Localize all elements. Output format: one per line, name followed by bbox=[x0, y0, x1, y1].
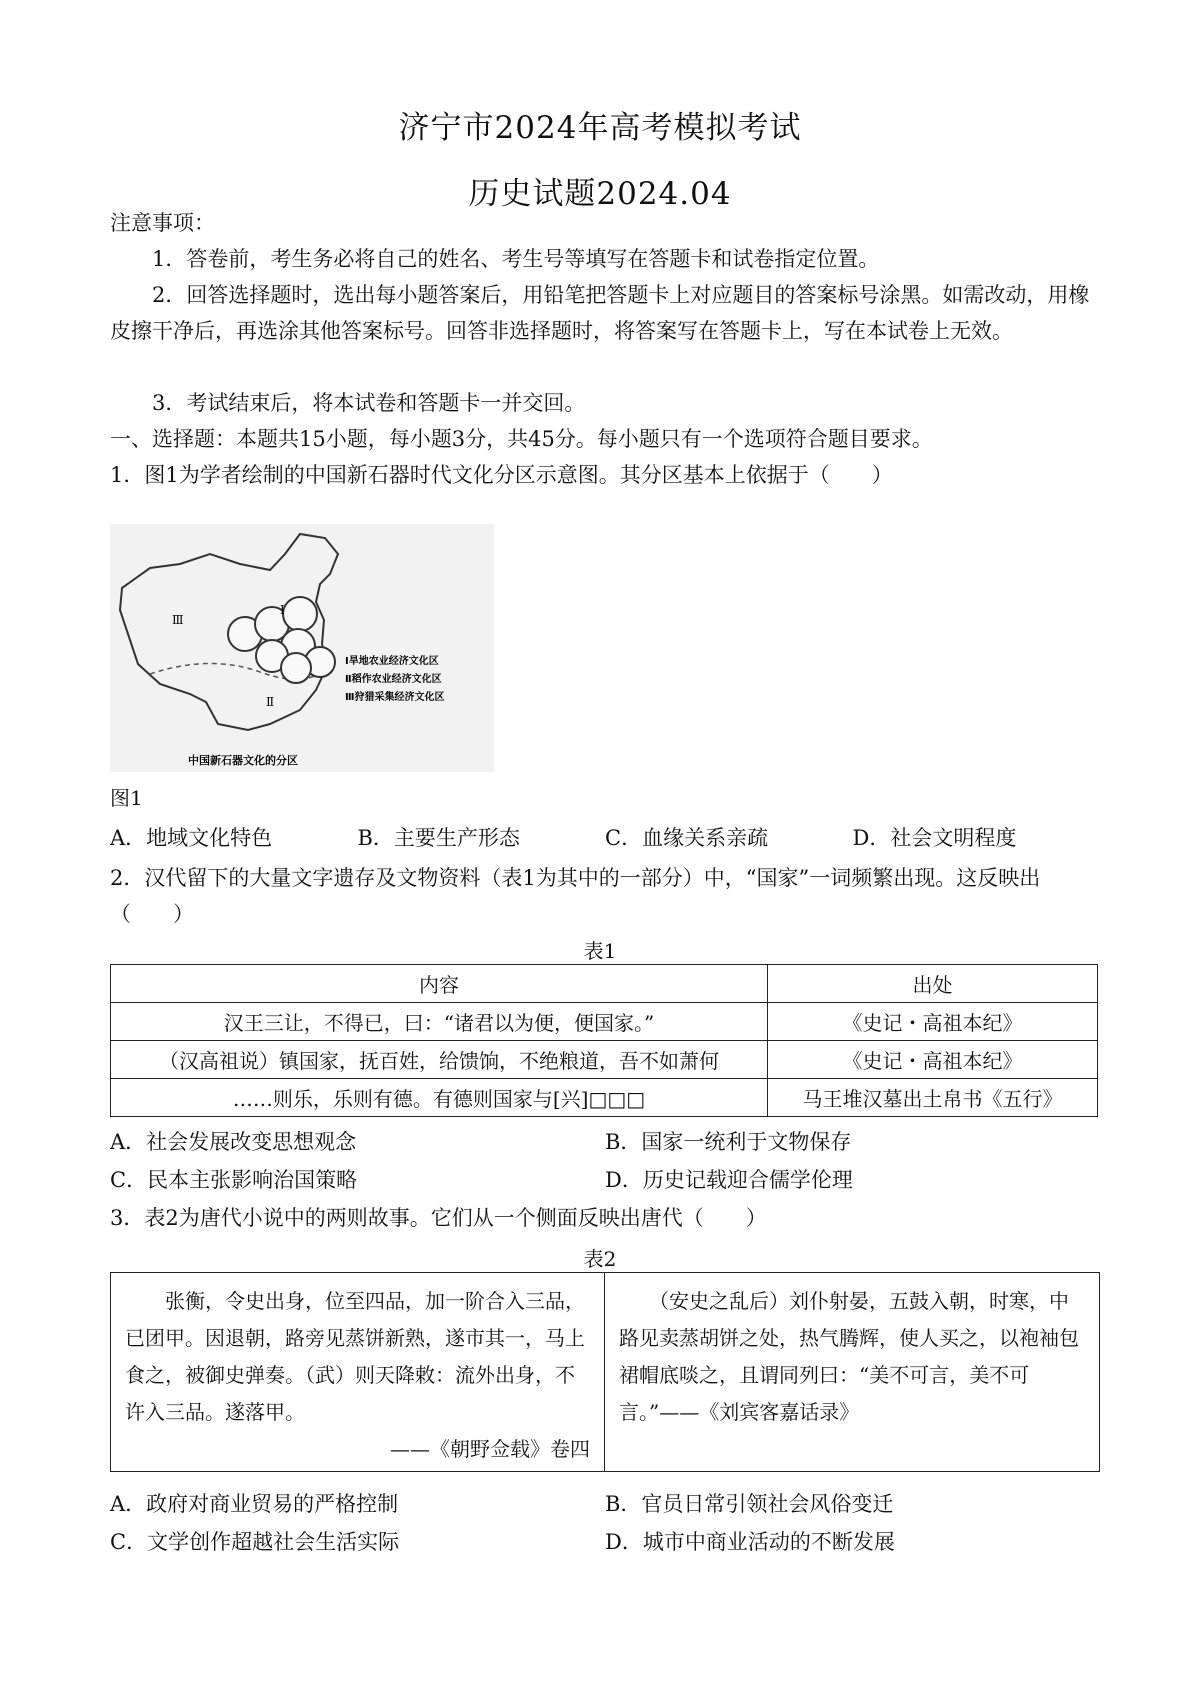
story-left-source: ——《朝野佥载》卷四 bbox=[390, 1437, 590, 1461]
option-b[interactable]: B．官员日常引领社会风俗变迁 bbox=[605, 1492, 894, 1516]
culture-circle bbox=[281, 653, 311, 683]
legend-item-2: Ⅱ稻作农业经济文化区 bbox=[345, 674, 442, 685]
neolithic-culture-map bbox=[110, 524, 494, 772]
legend-item-3: Ⅲ狩猎采集经济文化区 bbox=[345, 692, 445, 703]
option-a[interactable]: A．地域文化特色 bbox=[110, 826, 273, 850]
table-cell: （汉高祖说）镇国家，抚百姓，给馈饷，不绝粮道，吾不如萧何 bbox=[111, 1041, 768, 1079]
notice-item-2: 2．回答选择题时，选出每小题答案后，用铅笔把答题卡上对应题目的答案标号涂黑。如需改动，用橡皮擦干净后，再选涂其他答案标号。回答非选择题时，将答案写在答题卡上，写在本试卷上无效。 bbox=[110, 283, 1090, 343]
option-d[interactable]: D．历史记载迎合儒学伦理 bbox=[605, 1168, 853, 1192]
column-header-content: 内容 bbox=[111, 965, 768, 1003]
story-left bbox=[111, 1273, 605, 1471]
table-2 bbox=[110, 1272, 1100, 1472]
option-c[interactable]: C．民本主张影响治国策略 bbox=[110, 1168, 358, 1192]
notice-item-1: 1．答卷前，考生务必将自己的姓名、考生号等填写在答题卡和试卷指定位置。 bbox=[152, 247, 880, 271]
option-c[interactable]: C．文学创作超越社会生活实际 bbox=[110, 1530, 400, 1554]
region-label-2: Ⅱ bbox=[266, 695, 275, 709]
option-c[interactable]: C．血缘关系亲疏 bbox=[605, 826, 769, 850]
section-heading: 一、选择题：本题共15小题，每小题3分，共45分。每小题只有一个选项符合题目要求。 bbox=[110, 427, 933, 451]
story-right bbox=[605, 1273, 1099, 1471]
option-a[interactable]: A．政府对商业贸易的严格控制 bbox=[110, 1492, 399, 1516]
q3-stem: 3．表2为唐代小说中的两则故事。它们从一个侧面反映出唐代（ ） bbox=[110, 1206, 767, 1230]
option-a[interactable]: A．社会发展改变思想观念 bbox=[110, 1130, 357, 1154]
region-label-3: Ⅲ bbox=[172, 613, 184, 627]
region-label-1: Ⅰ bbox=[280, 603, 285, 617]
column-header-source: 出处 bbox=[768, 965, 1098, 1003]
q2-stem: 2．汉代留下的大量文字遗存及文物资料（表1为其中的一部分）中，“国家”一词频繁出现。这反映出（ ） bbox=[110, 866, 1041, 926]
culture-circle bbox=[283, 597, 317, 631]
table-header-row bbox=[111, 965, 1098, 1003]
figure-label: 图1 bbox=[110, 786, 143, 810]
table-row bbox=[111, 1003, 1098, 1041]
q1-stem: 1．图1为学者绘制的中国新石器时代文化分区示意图。其分区基本上依据于（ ） bbox=[110, 463, 893, 487]
q1-options bbox=[110, 822, 1100, 852]
option-b[interactable]: B．国家一统利于文物保存 bbox=[605, 1130, 852, 1154]
story-right-text: （安史之乱后）刘仆射晏，五鼓入朝，时寒，中路见卖蒸胡饼之处，热气腾辉，使人买之，以袍袖包裙帽底啖之，且谓同列曰：“美不可言，美不可言。”——《刘宾客嘉话录》 bbox=[619, 1289, 1079, 1424]
table-row bbox=[111, 1041, 1098, 1079]
table-1-caption: 表1 bbox=[583, 939, 617, 963]
option-d[interactable]: D．社会文明程度 bbox=[852, 826, 1017, 850]
q2-options-row-2 bbox=[110, 1164, 1100, 1194]
table-1 bbox=[110, 964, 1098, 1117]
notice-heading: 注意事项： bbox=[110, 211, 215, 235]
table-cell: 《史记・高祖本纪》 bbox=[768, 1041, 1098, 1079]
table-cell: 马王堆汉墓出土帛书《五行》 bbox=[768, 1079, 1098, 1117]
option-d[interactable]: D．城市中商业活动的不断发展 bbox=[605, 1530, 895, 1554]
table-cell: 汉王三让，不得已，曰：“诸君以为便，便国家。” bbox=[111, 1003, 768, 1041]
table-cell: ……则乐，乐则有德。有德则国家与[兴]□□□ bbox=[111, 1079, 768, 1117]
story-left-text: 张衡，令史出身，位至四品，加一阶合入三品，已团甲。因退朝，路旁见蒸饼新熟，遂市其一，马上食之，被御史弹奏。（武）则天降敕：流外出身，不许入三品。遂落甲。 bbox=[125, 1289, 585, 1424]
table-2-caption: 表2 bbox=[583, 1247, 617, 1271]
table-cell: 《史记・高祖本纪》 bbox=[768, 1003, 1098, 1041]
figure-caption: 中国新石器文化的分区 bbox=[188, 754, 298, 767]
q3-options-row-1 bbox=[110, 1488, 1100, 1518]
legend-item-1: Ⅰ旱地农业经济文化区 bbox=[345, 656, 439, 667]
page-title: 济宁市2024年高考模拟考试 bbox=[398, 110, 802, 146]
notice-item-3: 3．考试结束后，将本试卷和答题卡一并交回。 bbox=[152, 391, 586, 415]
q2-options-row-1 bbox=[110, 1126, 1100, 1156]
option-b[interactable]: B．主要生产形态 bbox=[357, 826, 520, 850]
q3-options-row-2 bbox=[110, 1526, 1100, 1556]
table-row bbox=[111, 1079, 1098, 1117]
page-subtitle: 历史试题2024.04 bbox=[468, 176, 732, 212]
